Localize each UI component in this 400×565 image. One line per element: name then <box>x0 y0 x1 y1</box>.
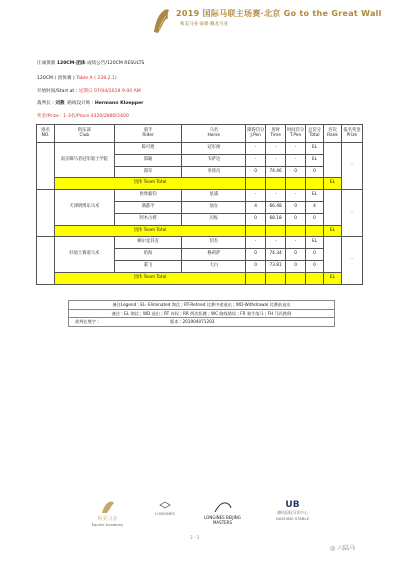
col-header: 时间罚分 T.Pen <box>286 125 306 143</box>
officials-line: 裁判长 : 刘燕 路线设计师 : Hermann Kloepper <box>37 101 144 106</box>
col-header: 总罚分 Total <box>306 125 324 143</box>
legend-signature-row: 裁判长签字 : 版本 : 201904071203 <box>75 319 215 324</box>
table-row: 天津明博乐马术 侯欣毅钧 星浦 - - - EL - <box>37 190 363 202</box>
sponsor-footer <box>0 500 400 540</box>
sponsor-logo-dashing-stable: UB 御风国际马术中心 DASHING STABLE <box>276 500 309 521</box>
table-row: 董飞 大白 0 73.81 0 0 <box>37 260 363 272</box>
horse-logo-icon <box>100 500 116 514</box>
legend-row-cn: 备注 : EL 淘汰 ; WD 退出 ; RT 弃权 ; RR 两次拒跳 ; WC 路线错误 ; FR 骑手落马 ; FH 马匹跌倒 <box>69 310 334 319</box>
prize-cell: - <box>341 143 362 190</box>
team-total-row: 团体 Team Total EL <box>37 272 363 284</box>
table-row: 阿木古楞 闪烁 0 68.18 0 0 <box>37 213 363 225</box>
start-time-line: 开始时间/Start at : 星期日 07/04/2019 9:00 AM <box>37 89 141 94</box>
prize-line: 奖金/Prize : 1-3名/Place 4320/2880/2400 <box>37 114 129 119</box>
watermark: ◎ 六陆马 <box>330 545 356 552</box>
col-header: 排名 NO. <box>37 125 55 143</box>
table-row: 好骑士赛道马术 额尔登其克 切杰 - - - EL - <box>37 237 363 249</box>
col-header: 障碍罚分 J.Pen <box>246 125 266 143</box>
team-total-row: 团体 Team Total EL <box>37 225 363 237</box>
sponsor-logo-longines-small: LONGINES <box>150 500 180 516</box>
horse-emblem-icon <box>150 6 172 36</box>
table-header-row <box>37 125 363 143</box>
table-row: 哈海 格莉萨 0 74.34 0 0 <box>37 249 363 261</box>
club-cell: 天津明博乐马术 <box>54 190 114 225</box>
col-header: 报名奖金 Prize <box>341 125 362 143</box>
event-logo <box>150 6 382 40</box>
prize-cell: - <box>341 190 362 237</box>
winged-hourglass-icon <box>159 500 171 510</box>
col-header: 俱乐部 Club <box>54 125 114 143</box>
horse-jump-icon <box>212 500 234 514</box>
legend-box <box>68 300 335 327</box>
col-header: 骑手 Rider <box>114 125 182 143</box>
legend-row-en: 备注Legend : EL- Eliminated 淘汰 ; RT-Retired 比赛中途退出 ; WD-Withdrawal 比赛前退出 <box>69 301 334 310</box>
club-cell: 南京御马者冠军骑士学院 <box>54 143 114 178</box>
page-number: 3 - 3 <box>190 535 200 540</box>
prize-cell: - <box>341 237 362 284</box>
table-line: 120CM ( 团体赛 ) Table A ( 238.2.1) <box>37 76 117 81</box>
club-cell: 好骑士赛道马术 <box>54 237 114 272</box>
col-header: 名次 Rank <box>324 125 342 143</box>
table-row: 邵军 亚琦员 0 74.46 0 0 <box>37 166 363 178</box>
table-row: 南京御马者冠军骑士学院 陈可煜 冠军俊 - - - EL - <box>37 143 363 155</box>
event-logo-title: 2019 国际马联主场赛·北京 Go to the Great Wall <box>176 9 382 18</box>
event-logo-subtitle: 和美马业·泰源·腾龙马业 <box>180 22 228 27</box>
col-header: 用时 Time <box>266 125 286 143</box>
event-title-line: 庄诚俱骑 120CM-团体 成绩公告/120CM RESULTS <box>37 61 145 66</box>
wechat-icon: ◎ <box>330 545 336 552</box>
col-header: 马名 Horse <box>182 125 246 143</box>
table-row: 满都平 仙女 4 66.48 0 4 <box>37 201 363 213</box>
sponsor-logo-hemei: 和美马业 Equine Academy <box>85 500 130 527</box>
sponsor-logo-longines-masters: LONGINES BEIJING MASTERS <box>195 500 250 525</box>
results-table <box>36 124 363 285</box>
team-total-row: 团体 Team Total EL <box>37 178 363 190</box>
table-row: 邵颖 韦萨达 - - - EL <box>37 154 363 166</box>
